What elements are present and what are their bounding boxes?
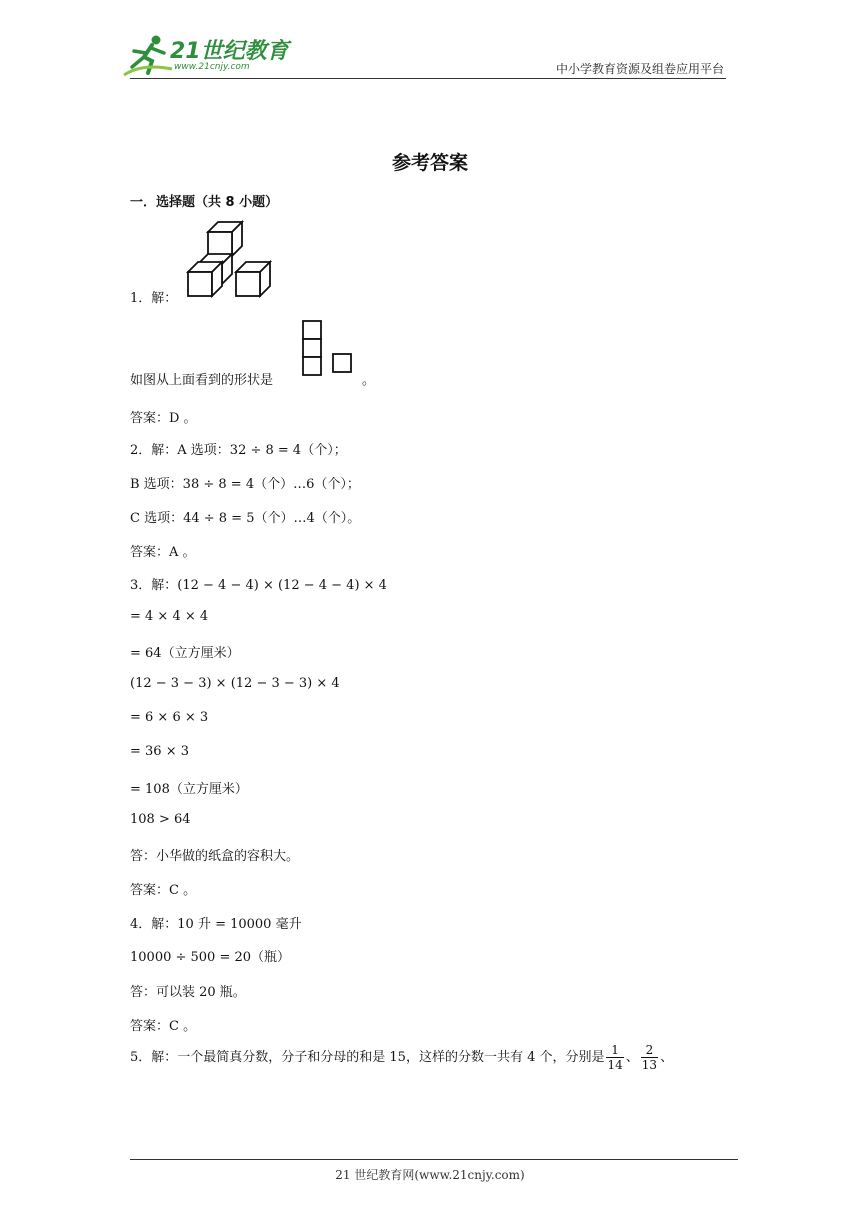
q3-line-3: = 64（立方厘米）: [130, 646, 240, 661]
q3-line-8: 108 > 64: [130, 812, 191, 827]
section-heading: 一．选择题（共 8 小题）: [130, 195, 279, 210]
q2-line-1: 2．解：A 选项：32 ÷ 8 = 4（个）；: [130, 443, 347, 458]
cube-stack-figure: [186, 218, 272, 300]
fraction-1: [606, 1043, 623, 1072]
logo-text: 21世纪教育: [170, 39, 289, 64]
q5-text: 5．解：一个最简真分数，分子和分母的和是 15，这样的分数一共有 4 个，分别是: [130, 1050, 605, 1065]
page-title: 参考答案: [391, 152, 468, 174]
q1-label: 1．解：: [130, 291, 178, 306]
site-logo: [122, 33, 292, 77]
q4-answer: 答案：C 。: [130, 1019, 197, 1034]
fraction-1-numerator: 1: [606, 1043, 623, 1058]
footer-text[interactable]: 21 世纪教育网(www.21cnjy.com): [335, 1168, 525, 1182]
q3-line-1: 3．解：(12 − 4 − 4) × (12 − 4 − 4) × 4: [130, 578, 387, 593]
fraction-2: [641, 1043, 658, 1072]
separator-2: 、: [660, 1050, 674, 1065]
fraction-2-numerator: 2: [641, 1043, 658, 1058]
separator-1: 、: [625, 1050, 639, 1065]
header-platform-text: 中小学教育资源及组卷应用平台: [555, 62, 724, 76]
q2-line-3: C 选项：44 ÷ 8 = 5（个）…4（个）。: [130, 511, 361, 526]
q2-line-2: B 选项：38 ÷ 8 = 4（个）…6（个）；: [130, 477, 360, 492]
q4-line-3: 答：可以装 20 瓶。: [130, 985, 246, 1000]
q3-line-5: = 6 × 6 × 3: [130, 710, 209, 725]
logo-url: www.21cnjy.com: [174, 62, 250, 72]
q5-line: [130, 1043, 673, 1073]
runner-logo-icon: [122, 33, 174, 77]
q3-answer: 答案：C 。: [130, 883, 197, 898]
q4-line-1: 4．解：10 升 = 10000 毫升: [130, 917, 302, 932]
fraction-1-denominator: 14: [607, 1058, 623, 1072]
q1-text: [130, 369, 273, 388]
q2-answer: 答案：A 。: [130, 545, 196, 560]
header-divider: [130, 78, 726, 79]
q3-line-7: = 108（立方厘米）: [130, 782, 248, 797]
top-view-figure: [302, 320, 356, 376]
q3-line-2: = 4 × 4 × 4: [130, 609, 209, 624]
q1-answer: 答案：D 。: [130, 411, 197, 426]
q3-line-9: 答：小华做的纸盒的容积大。: [130, 849, 300, 864]
q4-line-2: 10000 ÷ 500 = 20（瓶）: [130, 950, 291, 965]
q1-text-main: 如图从上面看到的形状是: [130, 373, 274, 388]
q3-line-4: (12 − 3 − 3) × (12 − 3 − 3) × 4: [130, 676, 340, 691]
fraction-2-denominator: 13: [641, 1058, 658, 1072]
q1-text-end: 。: [362, 373, 376, 388]
footer-divider: [130, 1159, 738, 1160]
q3-line-6: = 36 × 3: [130, 744, 189, 759]
